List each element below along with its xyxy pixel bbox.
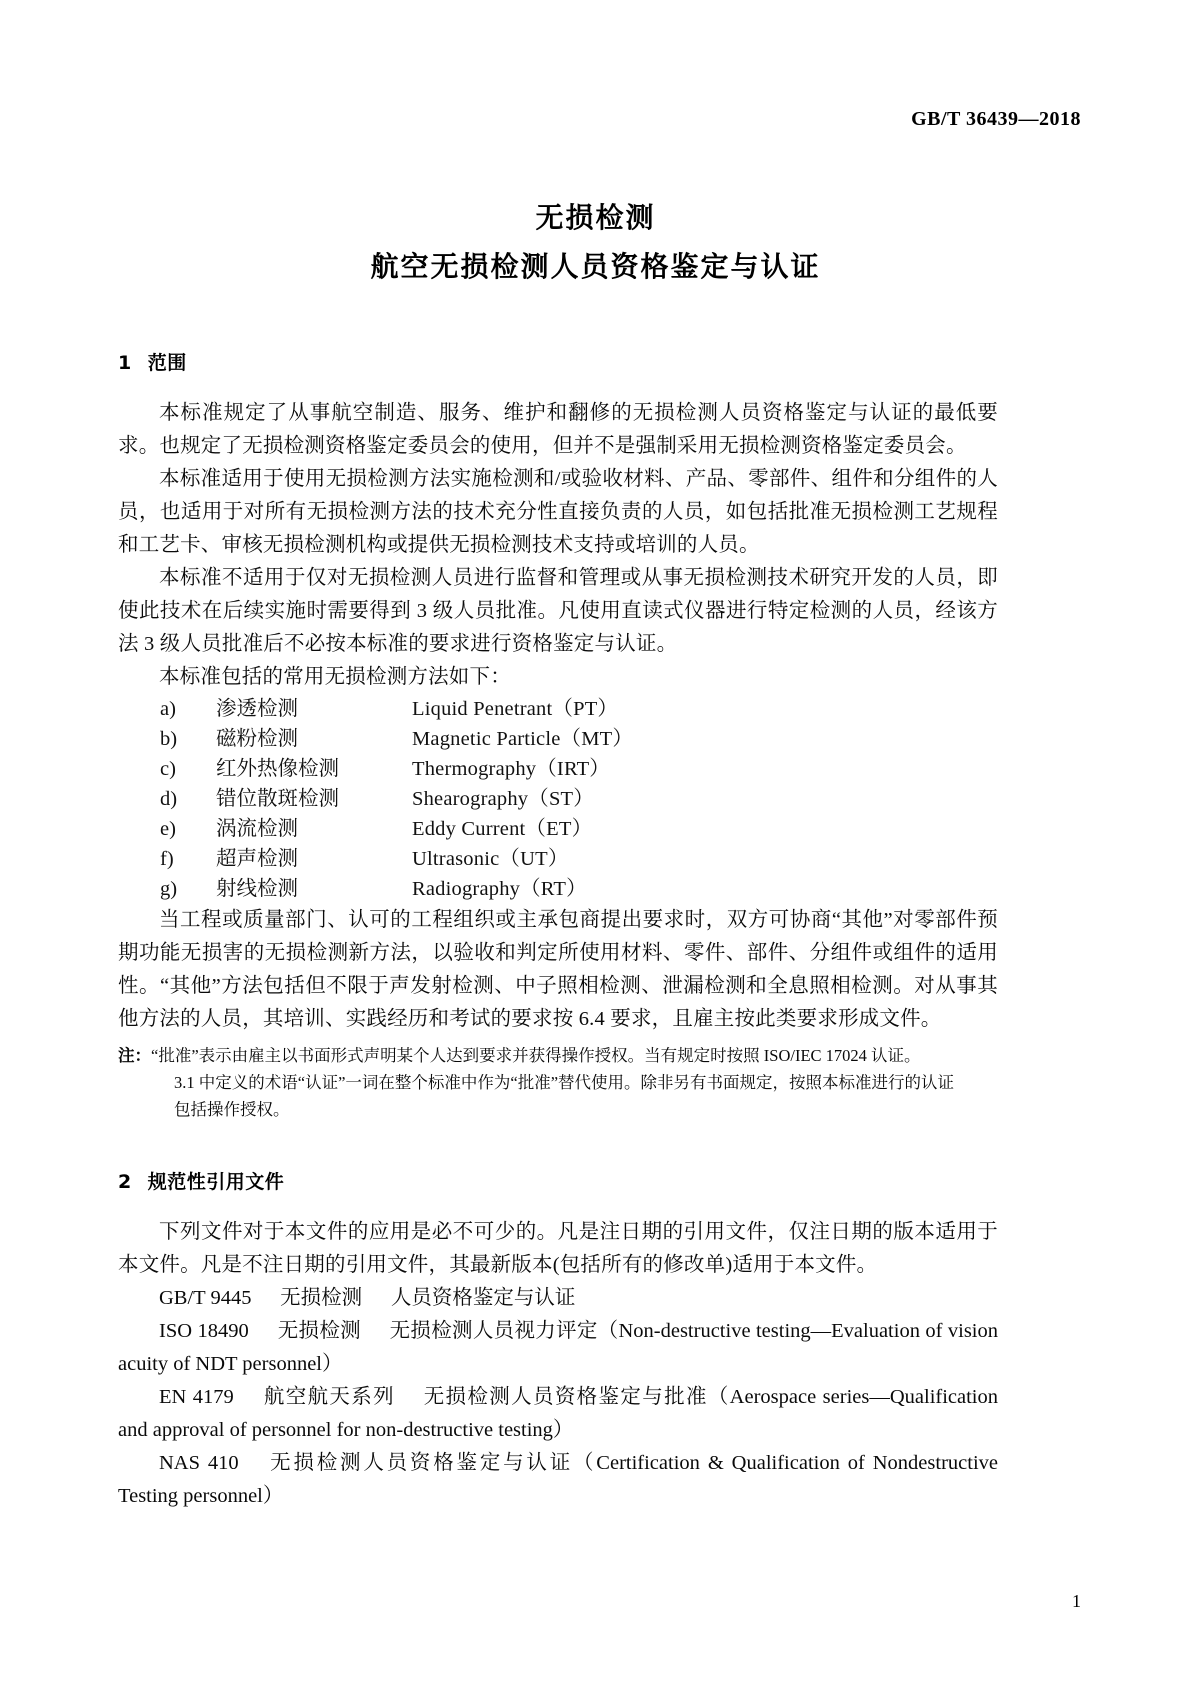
- list-item-label-en: Radiography（RT）: [412, 878, 587, 900]
- scope-note-line-1: [118, 1042, 998, 1069]
- scope-paragraph-3: 本标准不适用于仅对无损检测人员进行监督和管理或从事无损检测技术研究开发的人员，即使此技术在后续实施时需要得到 3 级人员批准。凡使用直读式仪器进行特定检测的人员，经该方法 3 级人员批准后不必按本标准的要求进行资格鉴定与认证。: [118, 567, 998, 655]
- list-item-label-zh: 磁粉检测: [216, 728, 298, 750]
- list-item-tag: d): [160, 788, 178, 810]
- list-item-label-zh: 红外热像检测: [216, 758, 339, 780]
- title-line-2: 航空无损检测人员资格鉴定与认证: [370, 250, 821, 283]
- reference-subtitle-zh: 无损检测人员资格鉴定与认证: [267, 1452, 573, 1474]
- scope-list-intro: 本标准包括的常用无损检测方法如下：: [159, 666, 511, 688]
- list-item: [118, 814, 998, 844]
- scope-note-line-2: 3.1 中定义的术语“认证”一词在整个标准中作为“批准”替代使用。除非另有书面规定，按照本标准进行的认证: [174, 1073, 955, 1092]
- document-body: [118, 348, 998, 1513]
- list-item-tag: a): [160, 698, 176, 720]
- reference-code: NAS 410: [159, 1452, 239, 1474]
- list-item-label-zh: 涡流检测: [216, 818, 298, 840]
- list-item-label-en: Ultrasonic（UT）: [412, 848, 569, 870]
- note-text: “批准”表示由雇主以书面形式声明某个人达到要求并获得操作授权。当有规定时按照 ISO/IEC 17024 认证。: [151, 1046, 921, 1065]
- section-number: 2: [118, 1171, 132, 1193]
- section-title: 规范性引用文件: [147, 1171, 285, 1193]
- standard-code: GB/T 36439—2018: [911, 108, 1081, 130]
- scope-paragraph-1: 本标准规定了从事航空制造、服务、维护和翻修的无损检测人员资格鉴定与认证的最低要求。也规定了无损检测资格鉴定委员会的使用，但并不是强制采用无损检测资格鉴定委员会。: [118, 402, 998, 457]
- reference-subtitle-zh: 无损检测人员资格鉴定与批准: [423, 1386, 708, 1408]
- running-header: [110, 108, 1081, 131]
- list-item-tag: f): [160, 848, 174, 870]
- scope-note-line-3: 包括操作授权。: [174, 1100, 290, 1119]
- list-item-label-en: Shearography（ST）: [412, 788, 594, 810]
- note-label: 注：: [118, 1046, 151, 1065]
- list-item-label-en: Thermography（IRT）: [412, 758, 611, 780]
- reference-subtitle-zh: 无损检测人员视力评定: [389, 1320, 598, 1342]
- reference-item: [118, 1315, 998, 1381]
- reference-title-en: （Aerospace series—Qualification and approval of personnel for non-destructive testing）: [118, 1386, 999, 1441]
- list-item: [118, 874, 998, 904]
- list-item: [118, 784, 998, 814]
- scope-paragraph-2: 本标准适用于使用无损检测方法实施检测和/或验收材料、产品、零部件、组件和分组件的人员，也适用于对所有无损检测方法的技术充分性直接负责的人员，如包括批准无损检测工艺规程和工艺卡、审核无损检测机构或提供无损检测技术支持或培训的人员。: [118, 468, 998, 556]
- section-heading-normative-references: [118, 1167, 998, 1194]
- list-item: [118, 724, 998, 754]
- list-item: [118, 694, 998, 724]
- reference-subtitle-zh: 人员资格鉴定与认证: [390, 1287, 576, 1309]
- list-item: [118, 754, 998, 784]
- list-item-label-en: Magnetic Particle（MT）: [412, 728, 634, 750]
- list-item-tag: b): [160, 728, 178, 750]
- reference-title-zh: 无损检测: [280, 1287, 363, 1309]
- title-line-1: 无损检测: [535, 201, 656, 234]
- reference-code: ISO 18490: [159, 1320, 249, 1342]
- document-title: [110, 196, 1081, 290]
- reference-item: [118, 1381, 998, 1447]
- list-item: [118, 844, 998, 874]
- list-item-label-zh: 渗透检测: [216, 698, 298, 720]
- reference-item: [118, 1447, 998, 1513]
- reference-code: EN 4179: [159, 1386, 234, 1408]
- section-number: 1: [118, 352, 132, 374]
- references-intro: 下列文件对于本文件的应用是必不可少的。凡是注日期的引用文件，仅注日期的版本适用于本文件。凡是不注日期的引用文件，其最新版本(包括所有的修改单)适用于本文件。: [118, 1221, 998, 1276]
- page-number: 1: [1072, 1591, 1081, 1611]
- list-item-label-zh: 超声检测: [216, 848, 298, 870]
- reference-title-zh: 航空航天系列: [262, 1386, 395, 1408]
- reference-item: [118, 1282, 998, 1315]
- ndt-method-list: [118, 694, 998, 904]
- section-heading-scope: [118, 348, 998, 375]
- list-item-tag: g): [160, 878, 178, 900]
- reference-title-zh: 无损检测: [277, 1320, 361, 1342]
- list-item-label-zh: 错位散斑检测: [216, 788, 339, 810]
- scope-paragraph-4: 当工程或质量部门、认可的工程组织或主承包商提出要求时，双方可协商“其他”对零部件预期功能无损害的无损检测新方法，以验收和判定所使用材料、零件、部件、分组件或组件的适用性。“其他”方法包括但不限于声发射检测、中子照相检测、泄漏检测和全息照相检测。对从事其他方法的人员，其培训、实践经历和考试的要求按 6.4 要求，且雇主按此类要求形成文件。: [118, 909, 998, 1030]
- list-item-tag: c): [160, 758, 176, 780]
- list-item-tag: e): [160, 818, 176, 840]
- reference-code: GB/T 9445: [159, 1287, 252, 1309]
- reference-title-en: （Certification & Qualification of Nondestructive Testing personnel）: [118, 1452, 998, 1507]
- list-item-label-zh: 射线检测: [216, 878, 298, 900]
- list-item-label-en: Eddy Current（ET）: [412, 818, 593, 840]
- list-item-label-en: Liquid Penetrant（PT）: [412, 698, 619, 720]
- section-title: 范围: [147, 352, 187, 374]
- reference-title-en: （Non-destructive testing—Evaluation of vision acuity of NDT personnel）: [118, 1320, 998, 1375]
